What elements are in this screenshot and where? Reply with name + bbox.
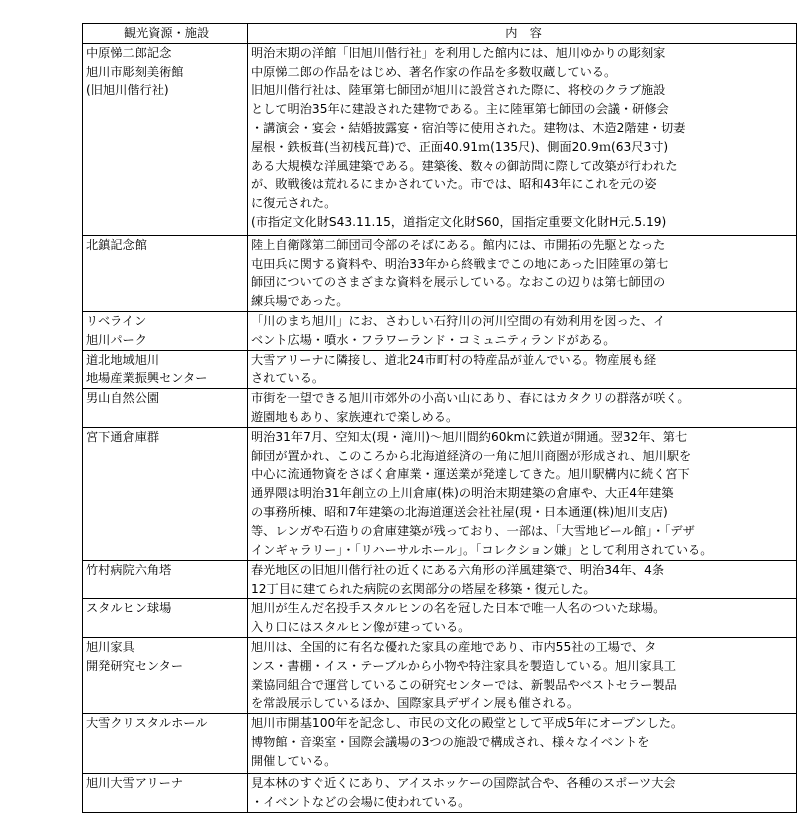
content-line: 「川のまち旭川」にお、さわしい石狩川の河川空間の有効利用を図った、イ <box>251 313 666 328</box>
table-row <box>83 389 797 428</box>
content-line: 師団についてのさまざまな資料を展示している。なおこの辺りは第七師団の <box>251 275 666 290</box>
facility-content-cell <box>248 389 797 428</box>
content-line: 春光地区の旧旭川偕行社の近くにある六角形の洋風建築で、明治34年、4条 <box>251 562 665 577</box>
content-line: を常設展示しているほか、国際家具デザイン展も催される。 <box>251 696 580 711</box>
content-line: 市街を一望できる旭川市郊外の小高い山にあり、春にはカタクリの群落が咲く。 <box>251 391 690 406</box>
content-line: (市指定文化財S43.11.15，道指定文化財S60，国指定重要文化財H元.5.19) <box>251 214 667 229</box>
content-line: 屋根・鉄板葺(当初桟瓦葺)で、正面40.91ｍ(135尺)、側面20.9ｍ(63尺3寸) <box>251 139 669 154</box>
content-line: に復元された。 <box>251 196 337 211</box>
facility-name-line: 道北地域旭川 <box>86 352 160 367</box>
facility-name-line: リベライン <box>86 313 147 328</box>
table-row <box>83 350 797 389</box>
content-line: が、敗戦後は荒れるにまかされていた。市では、昭和43年にこれを元の姿 <box>251 177 657 192</box>
content-line: 博物館・音楽室・国際会議場の3つの施設で構成され、様々なイベントを <box>251 734 650 749</box>
content-line: 中原悌二郎の作品をはじめ、著名作家の作品を多数収蔵している。 <box>251 64 617 79</box>
facility-name-line: 中原悌二郎記念 <box>86 45 172 60</box>
facility-content-cell <box>248 714 797 774</box>
content-line: の事務所棟、昭和7年建築の北海道運送会社社屋(現・日本通運(株)旭川支店) <box>251 504 668 519</box>
facility-name-line: 北鎮記念館 <box>86 237 147 252</box>
facility-name-cell <box>83 427 248 560</box>
facility-name-line: 地場産業振興センター <box>86 371 208 386</box>
content-line: 12丁目に建てられた病院の玄関部分の塔屋を移築・復元した。 <box>251 581 596 596</box>
facility-content-cell <box>248 560 797 599</box>
content-line: 業協同組合で運営しているこの研究センターでは、新製品やベストセラー製品 <box>251 677 677 692</box>
content-line: 旭川は、全国的に有名な優れた家具の産地であり、市内55社の工場で、タ <box>251 639 657 654</box>
content-line: 通界隈は明治31年創立の上川倉庫(株)の明治末期建築の倉庫や、大正4年建築 <box>251 486 674 501</box>
content-line: 開催している。 <box>251 753 337 768</box>
facility-name-cell <box>83 599 248 638</box>
content-line: 明治31年7月、空知太(現・滝川)～旭川間約60kmに鉄道が開通。翌32年、第七 <box>251 429 688 444</box>
content-line: 中心に流通物資をさばく倉庫業・運送業が発達してきた。旭川駅構内に続く宮下 <box>251 467 690 482</box>
facility-name-cell <box>83 235 248 311</box>
header-content: 内 容 <box>248 24 797 44</box>
table-row <box>83 43 797 235</box>
facility-name-cell <box>83 637 248 713</box>
content-line: ベント広場・噴水・フラワーランド・コミュニティランドがある。 <box>251 332 616 347</box>
content-line: 等、レンガや石造りの倉庫建築が残っており、一部は、「大雪地ビール館」・「デザ <box>251 523 695 538</box>
table-row <box>83 235 797 311</box>
table-row <box>83 714 797 774</box>
facility-content-cell <box>248 43 797 235</box>
content-line: 練兵場であった。 <box>251 294 349 309</box>
content-line: 旭川市開基100年を記念し、市民の文化の殿堂として平成5年にオープンした。 <box>251 716 684 731</box>
content-line: 旧旭川偕行社は、陸軍第七師団が旭川に設営された際に、将校のクラブ施設 <box>251 83 666 98</box>
facility-name-cell <box>83 714 248 774</box>
facility-content-cell <box>248 311 797 350</box>
facility-content-cell <box>248 599 797 638</box>
content-line: 見本林のすぐ近くにあり、アイスホッケーの国際試合や、各種のスポーツ大会 <box>251 776 676 791</box>
content-line: 大雪アリーナに隣接し、道北24市町村の特産品が並んでいる。物産展も経 <box>251 352 657 367</box>
facility-name-line: (旧旭川偕行社) <box>86 83 169 98</box>
header-facility: 観光資源・施設 <box>83 24 248 44</box>
tourism-resources-table <box>82 23 797 813</box>
facility-content-cell <box>248 637 797 713</box>
content-line: されている。 <box>251 371 325 386</box>
content-line: 陸上自衛隊第二師団司令部のそばにある。館内には、市開拓の先駆となった <box>251 237 666 252</box>
content-line: 遊園地もあり、家族連れで楽しめる。 <box>251 409 459 424</box>
table-row <box>83 637 797 713</box>
facility-content-cell <box>248 774 797 813</box>
content-line: 師団が置かれ、このころから北海道経済の一角に旭川商圏が形成され、旭川駅を <box>251 448 692 463</box>
facility-name-line: スタルヒン球場 <box>86 601 172 616</box>
content-line: 入り口にはスタルヒン像が建っている。 <box>251 620 471 635</box>
facility-name-line: 大雪クリスタルホール <box>86 716 208 731</box>
table-row <box>83 560 797 599</box>
content-line: ンス・書棚・イス・テーブルから小物や特注家具を製造している。旭川家具工 <box>251 658 676 673</box>
table-row <box>83 311 797 350</box>
content-line: インギャラリー」・「リハーサルホール」。「コレクション嫌」として利用されている。 <box>251 542 713 557</box>
content-line: 旭川が生んだ名投手スタルヒンの名を冠した日本で唯一人名のついた球場。 <box>251 601 666 616</box>
facility-content-cell <box>248 235 797 311</box>
table-row <box>83 774 797 813</box>
content-line: ある大規模な洋風建築である。建築後、数々の御訪問に際して改築が行われた <box>251 158 678 173</box>
facility-name-line: 竹村病院六角塔 <box>86 562 172 577</box>
table-row <box>83 599 797 638</box>
facility-name-cell <box>83 774 248 813</box>
facility-name-cell <box>83 43 248 235</box>
facility-name-line: 旭川パーク <box>86 332 147 347</box>
facility-content-cell <box>248 350 797 389</box>
content-line: 明治末期の洋館「旧旭川偕行社」を利用した館内には、旭川ゆかりの彫刻家 <box>251 45 666 60</box>
table-row <box>83 427 797 560</box>
facility-content-cell <box>248 427 797 560</box>
facility-name-cell <box>83 560 248 599</box>
facility-name-cell <box>83 389 248 428</box>
content-line: 屯田兵に関する資料や、明治33年から終戦までこの地にあった旧陸軍の第七 <box>251 256 669 271</box>
facility-name-line: 旭川家具 <box>86 639 135 654</box>
facility-name-cell <box>83 311 248 350</box>
facility-name-line: 宮下通倉庫群 <box>86 429 160 444</box>
content-line: ・イベントなどの会場に使われている。 <box>251 794 471 809</box>
facility-name-line: 旭川大雪アリーナ <box>86 776 184 791</box>
content-line: として明治35年に建設された建物である。主に陸軍第七師団の会議・研修会 <box>251 102 669 117</box>
content-line: ・講演会・宴会・結婚披露宴・宿泊等に使用された。建物は、木造2階建・切妻 <box>251 120 686 135</box>
facility-name-cell <box>83 350 248 389</box>
facility-name-line: 旭川市彫刻美術館 <box>86 64 184 79</box>
facility-name-line: 男山自然公園 <box>86 391 160 406</box>
header-row <box>83 24 797 44</box>
facility-name-line: 開発研究センター <box>86 658 184 673</box>
